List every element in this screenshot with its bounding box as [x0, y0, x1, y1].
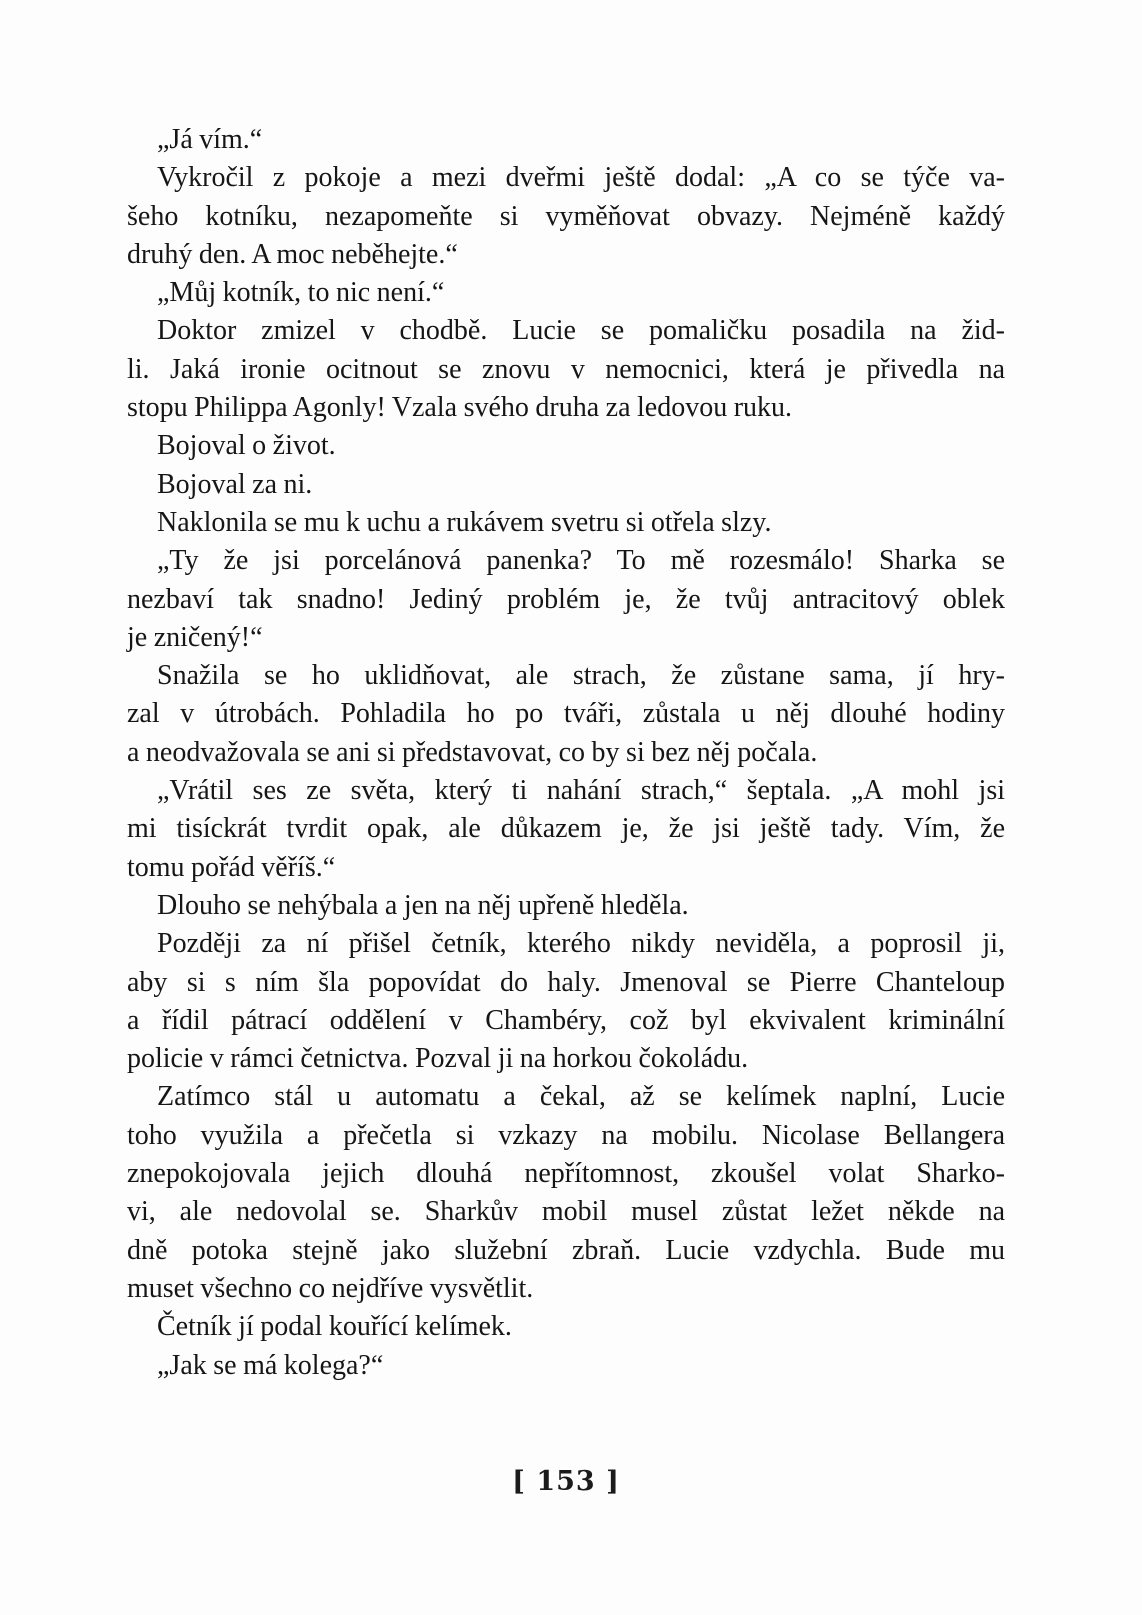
text-line: Bojoval o život. — [157, 430, 336, 462]
text-line: „Ty že jsi porcelánová panenka? To mě rozesmálo! Sharka se — [157, 545, 1005, 577]
text-line: Bojoval za ni. — [157, 468, 313, 500]
text-line: Doktor zmizel v chodbě. Lucie se pomaličku posadila na žid- — [157, 315, 1005, 347]
text-line: Snažila se ho uklidňovat, ale strach, že zůstane sama, jí hry- — [157, 660, 1005, 692]
text-line: druhý den. A moc neběhejte.“ — [127, 238, 458, 270]
text-block — [127, 121, 1005, 1385]
text-line: muset všechno co nejdříve vysvětlit. — [127, 1272, 534, 1304]
text-line: policie v rámci četnictva. Pozval ji na horkou čokoládu. — [127, 1043, 749, 1075]
text-line: šeho kotníku, nezapomeňte si vyměňovat obvazy. Nejméně každý — [127, 200, 1005, 232]
text-line: „Vrátil ses ze světa, který ti nahání strach,“ šeptala. „A mohl jsi — [157, 775, 1005, 807]
text-line: a řídil pátrací oddělení v Chambéry, což byl ekvivalent kriminální — [127, 1004, 1005, 1036]
text-line: je zničený!“ — [127, 621, 263, 653]
text-line: znepokojovala jejich dlouhá nepřítomnost, zkoušel volat Sharko- — [127, 1158, 1005, 1190]
text-line: „Já vím.“ — [157, 124, 263, 155]
text-line: tomu pořád věříš.“ — [127, 851, 336, 883]
text-line: Četník jí podal kouřící kelímek. — [157, 1311, 512, 1343]
text-line: Naklonila se mu k uchu a rukávem svetru si otřela slzy. — [157, 506, 772, 538]
text-line: Zatímco stál u automatu a čekal, až se kelímek naplní, Lucie — [157, 1081, 1005, 1113]
text-line: Vykročil z pokoje a mezi dveřmi ještě dodal: „A co se týče va- — [157, 162, 1005, 194]
text-line: mi tisíckrát tvrdit opak, ale důkazem je, že jsi ještě tady. Vím, že — [127, 813, 1005, 845]
text-line: Dlouho se nehýbala a jen na něj upřeně hleděla. — [157, 889, 689, 921]
text-line: Později za ní přišel četník, kterého nikdy neviděla, a poprosil ji, — [157, 928, 1005, 960]
text-line: vi, ale nedovolal se. Sharkův mobil musel zůstat ležet někde na — [127, 1196, 1005, 1228]
text-line: nezbaví tak snadno! Jediný problém je, že tvůj antracitový oblek — [127, 583, 1005, 615]
text-line: li. Jaká ironie ocitnout se znovu v nemocnici, která je přivedla na — [127, 353, 1005, 385]
text-line: aby si s ním šla popovídat do haly. Jmenoval se Pierre Chanteloup — [127, 966, 1005, 998]
text-line: dně potoka stejně jako služební zbraň. Lucie vzdychla. Bude mu — [127, 1234, 1005, 1266]
text-line: toho využila a přečetla si vzkazy na mobilu. Nicolase Bellangera — [127, 1119, 1005, 1151]
text-line: „Jak se má kolega?“ — [157, 1349, 384, 1381]
text-line: zal v útrobách. Pohladila ho po tváři, zůstala u něj dlouhé hodiny — [127, 698, 1005, 730]
page-number: [ 153 ] — [512, 1466, 620, 1497]
text-line: „Můj kotník, to nic není.“ — [157, 277, 445, 309]
text-line: a neodvažovala se ani si představovat, co by si bez něj počala. — [127, 736, 818, 768]
text-line: stopu Philippa Agonly! Vzala svého druha za ledovou ruku. — [127, 392, 793, 424]
